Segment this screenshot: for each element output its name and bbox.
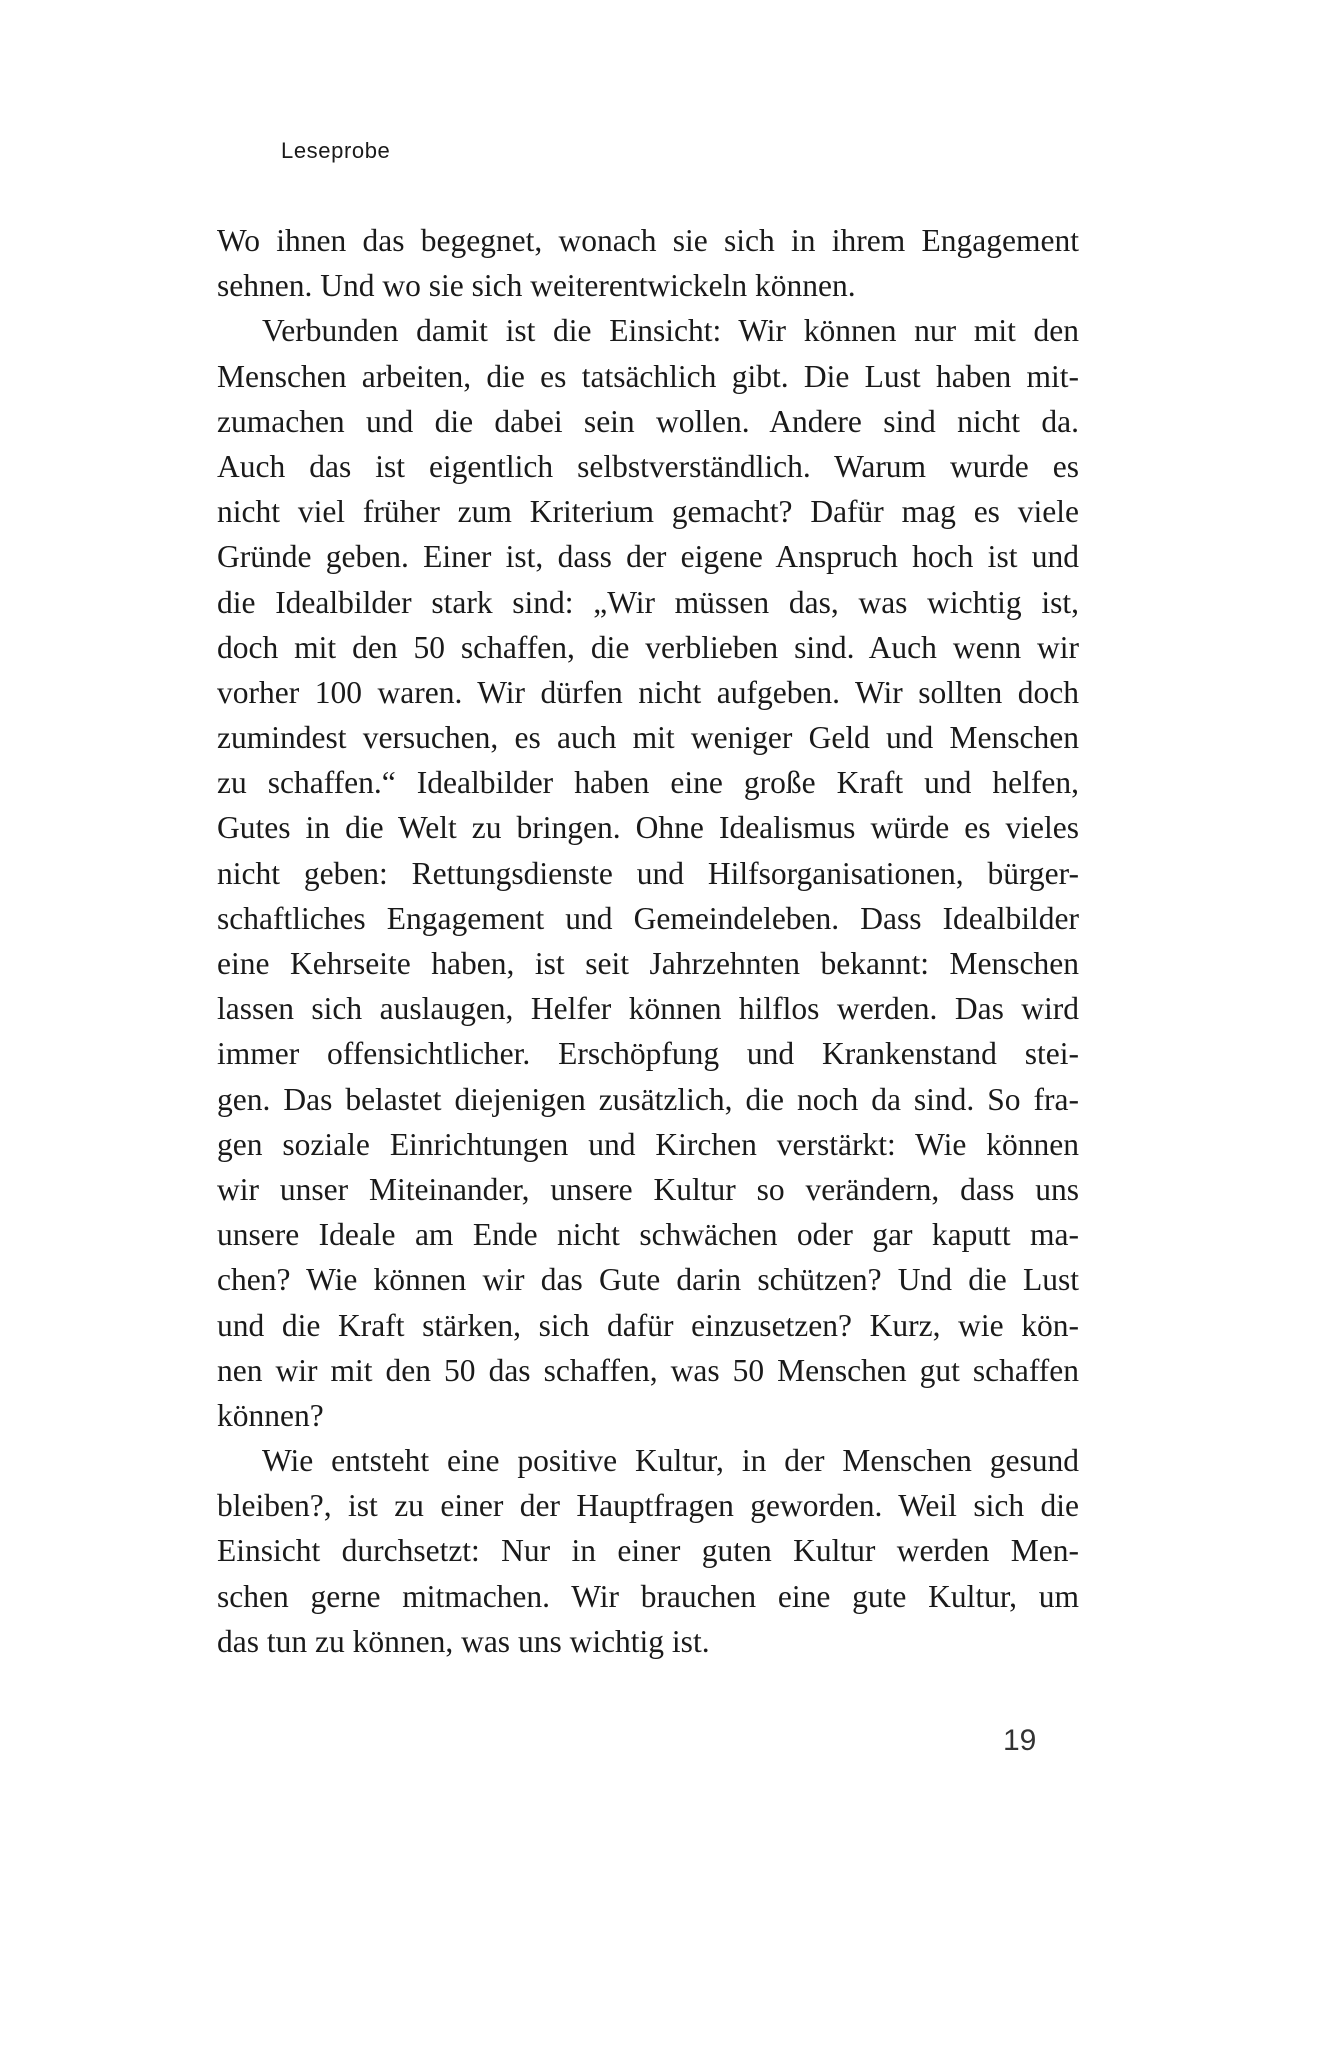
text-line: chen? Wie können wir das Gute darin schützen? Und die Lust — [217, 1262, 1079, 1298]
paragraph — [217, 308, 1079, 1438]
text-line: Einsicht durchsetzt: Nur in einer guten Kultur werden Men- — [217, 1533, 1079, 1569]
text-line: Wie entsteht eine positive Kultur, in der Menschen gesund — [262, 1443, 1079, 1479]
paragraph — [217, 218, 1079, 308]
text-line: wir unser Miteinander, unsere Kultur so verändern, dass uns — [217, 1171, 1079, 1207]
text-line: Menschen arbeiten, die es tatsächlich gibt. Die Lust haben mit- — [217, 358, 1079, 394]
text-line: zumachen und die dabei sein wollen. Andere sind nicht da. — [217, 403, 1079, 439]
text-line: nicht geben: Rettungsdienste und Hilfsorganisationen, bürger- — [217, 855, 1079, 891]
text-line: vorher 100 waren. Wir dürfen nicht aufgeben. Wir sollten doch — [217, 674, 1079, 710]
body-text — [217, 218, 1079, 1664]
text-line: nen wir mit den 50 das schaffen, was 50 Menschen gut schaffen — [217, 1352, 1079, 1388]
text-line: die Idealbilder stark sind: „Wir müssen das, was wichtig ist, — [217, 584, 1079, 620]
text-line: Verbunden damit ist die Einsicht: Wir können nur mit den — [262, 313, 1079, 349]
page-number: 19 — [1003, 1724, 1037, 1757]
text-line: doch mit den 50 schaffen, die verblieben sind. Auch wenn wir — [217, 629, 1079, 665]
text-line: schaftliches Engagement und Gemeindeleben. Dass Idealbilder — [217, 900, 1079, 936]
text-line: können? — [217, 1397, 324, 1433]
text-line: sehnen. Und wo sie sich weiterentwickeln können. — [217, 268, 856, 304]
text-line: lassen sich auslaugen, Helfer können hilflos werden. Das wird — [217, 991, 1079, 1027]
text-line: zu schaffen.“ Idealbilder haben eine große Kraft und helfen, — [217, 765, 1079, 801]
text-line: Gründe geben. Einer ist, dass der eigene Anspruch hoch ist und — [217, 539, 1079, 575]
text-line: Auch das ist eigentlich selbstverständlich. Warum wurde es — [217, 448, 1079, 484]
text-line: und die Kraft stärken, sich dafür einzusetzen? Kurz, wie kön- — [217, 1307, 1079, 1343]
paragraph — [217, 1438, 1079, 1664]
text-line: unsere Ideale am Ende nicht schwächen oder gar kaputt ma- — [217, 1217, 1079, 1253]
text-line: zumindest versuchen, es auch mit weniger Geld und Menschen — [217, 720, 1079, 756]
text-line: schen gerne mitmachen. Wir brauchen eine gute Kultur, um — [217, 1578, 1079, 1614]
text-line: nicht viel früher zum Kriterium gemacht? Dafür mag es viele — [217, 494, 1079, 530]
text-line: Gutes in die Welt zu bringen. Ohne Idealismus würde es vieles — [217, 810, 1079, 846]
text-line: immer offensichtlicher. Erschöpfung und Krankenstand stei- — [217, 1036, 1079, 1072]
text-line: gen soziale Einrichtungen und Kirchen verstärkt: Wie können — [217, 1126, 1079, 1162]
running-header: Leseprobe — [281, 138, 391, 163]
text-line: gen. Das belastet diejenigen zusätzlich, die noch da sind. So fra- — [217, 1081, 1079, 1117]
text-line: Wo ihnen das begegnet, wonach sie sich in ihrem Engagement — [217, 223, 1079, 258]
text-line: bleiben?, ist zu einer der Hauptfragen geworden. Weil sich die — [217, 1488, 1079, 1524]
text-line: das tun zu können, was uns wichtig ist. — [217, 1623, 710, 1659]
text-line: eine Kehrseite haben, ist seit Jahrzehnten bekannt: Menschen — [217, 946, 1079, 981]
